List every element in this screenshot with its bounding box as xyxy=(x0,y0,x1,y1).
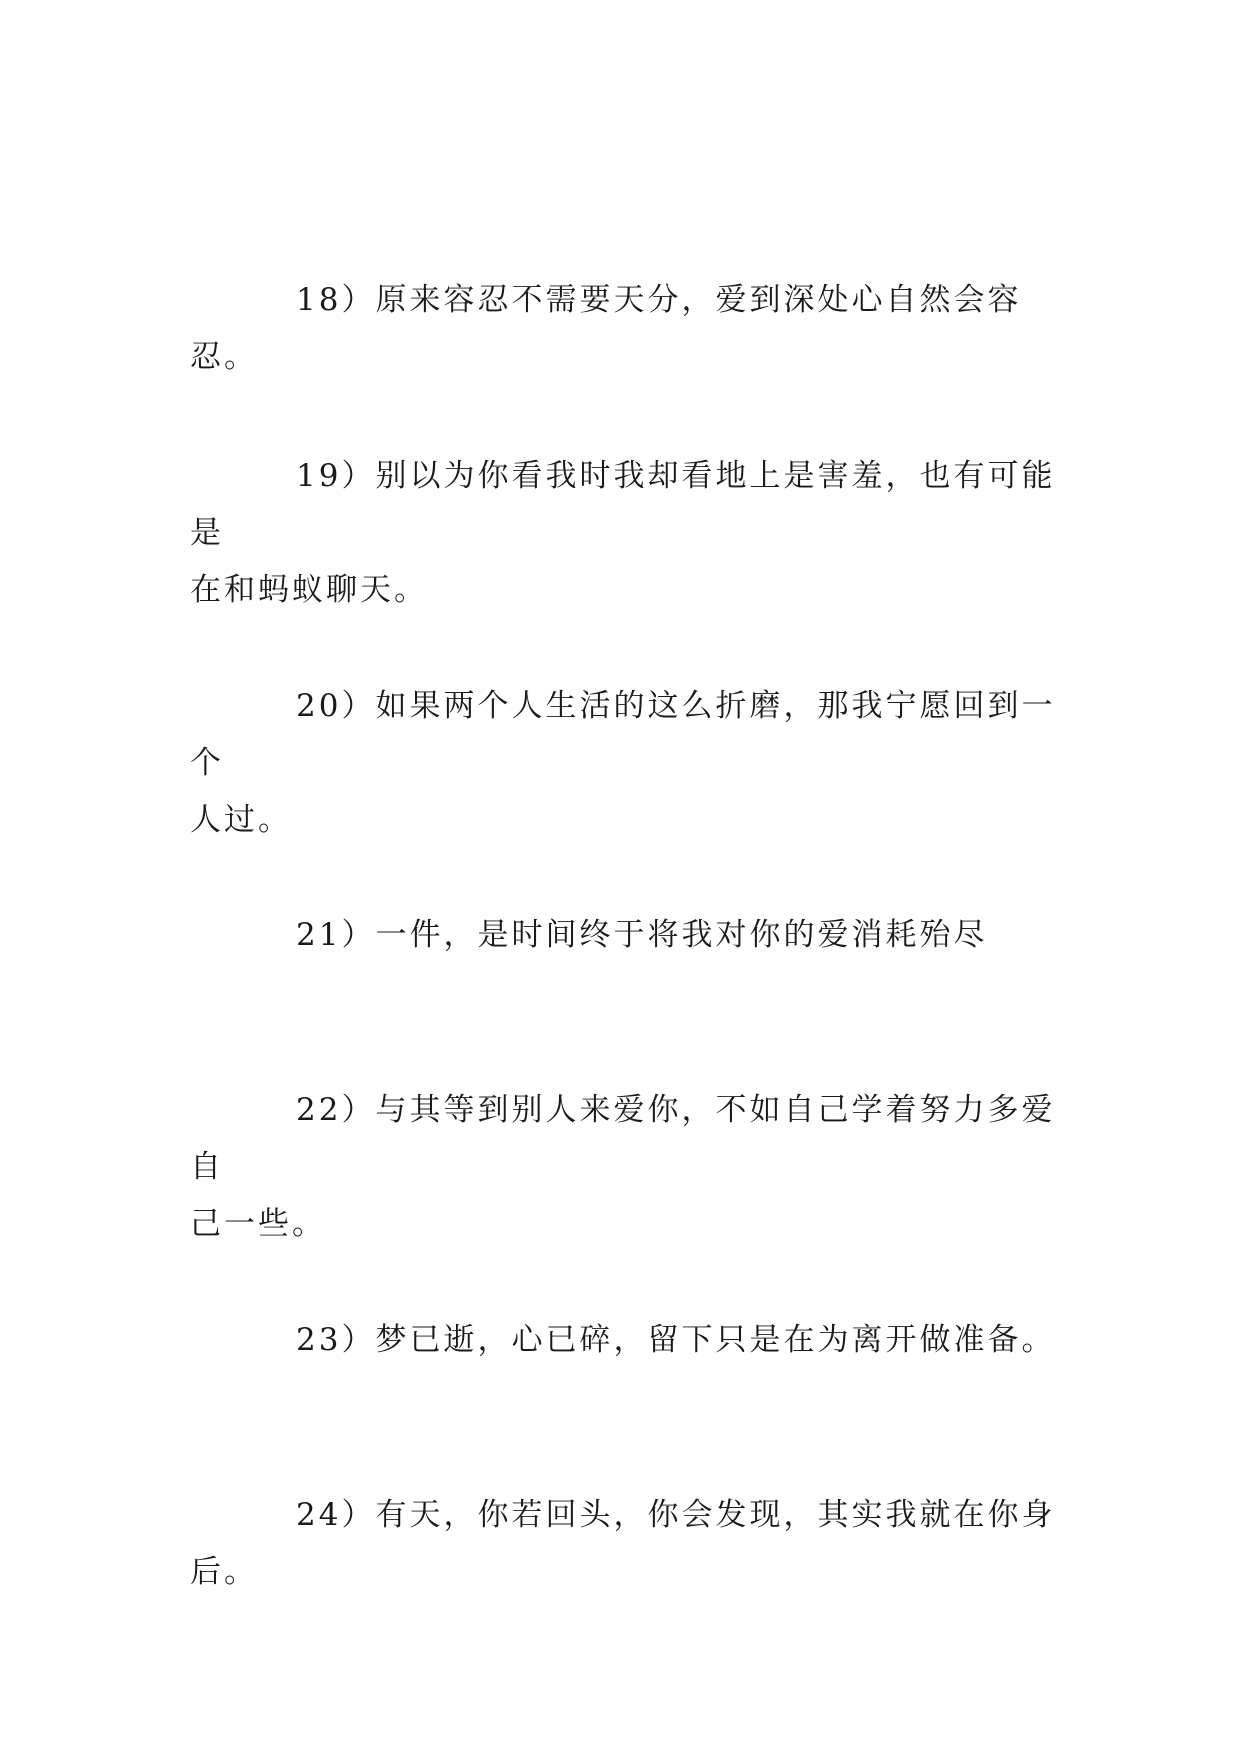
paragraph-line: 18）原来容忍不需要天分，爱到深处心自然会容忍。 xyxy=(190,282,1022,375)
paragraph-19 xyxy=(190,448,1060,619)
paragraph-line: 23）梦已逝，心已碎，留下只是在为离开做准备。 xyxy=(296,1322,1056,1358)
paragraph-24 xyxy=(190,1487,1060,1601)
paragraph-20 xyxy=(190,678,1060,849)
paragraph-line: 在和蚂蚁聊天。 xyxy=(190,572,428,608)
paragraph-line: 20）如果两个人生活的这么折磨，那我宁愿回到一个 xyxy=(190,688,1056,781)
paragraph-21 xyxy=(190,907,1060,964)
paragraph-18 xyxy=(190,272,1060,386)
paragraph-line: 22）与其等到别人来爱你，不如自己学着努力多爱自 xyxy=(190,1092,1056,1185)
paragraph-line: 21）一件，是时间终于将我对你的爱消耗殆尽 xyxy=(296,917,988,953)
paragraph-line: 19）别以为你看我时我却看地上是害羞，也有可能是 xyxy=(190,458,1056,551)
paragraph-line: 24）有天，你若回头，你会发现，其实我就在你身后。 xyxy=(190,1497,1056,1590)
paragraph-line: 己一些。 xyxy=(190,1206,326,1242)
paragraph-22 xyxy=(190,1082,1060,1253)
paragraph-23 xyxy=(190,1312,1060,1369)
paragraph-line: 人过。 xyxy=(190,802,292,838)
